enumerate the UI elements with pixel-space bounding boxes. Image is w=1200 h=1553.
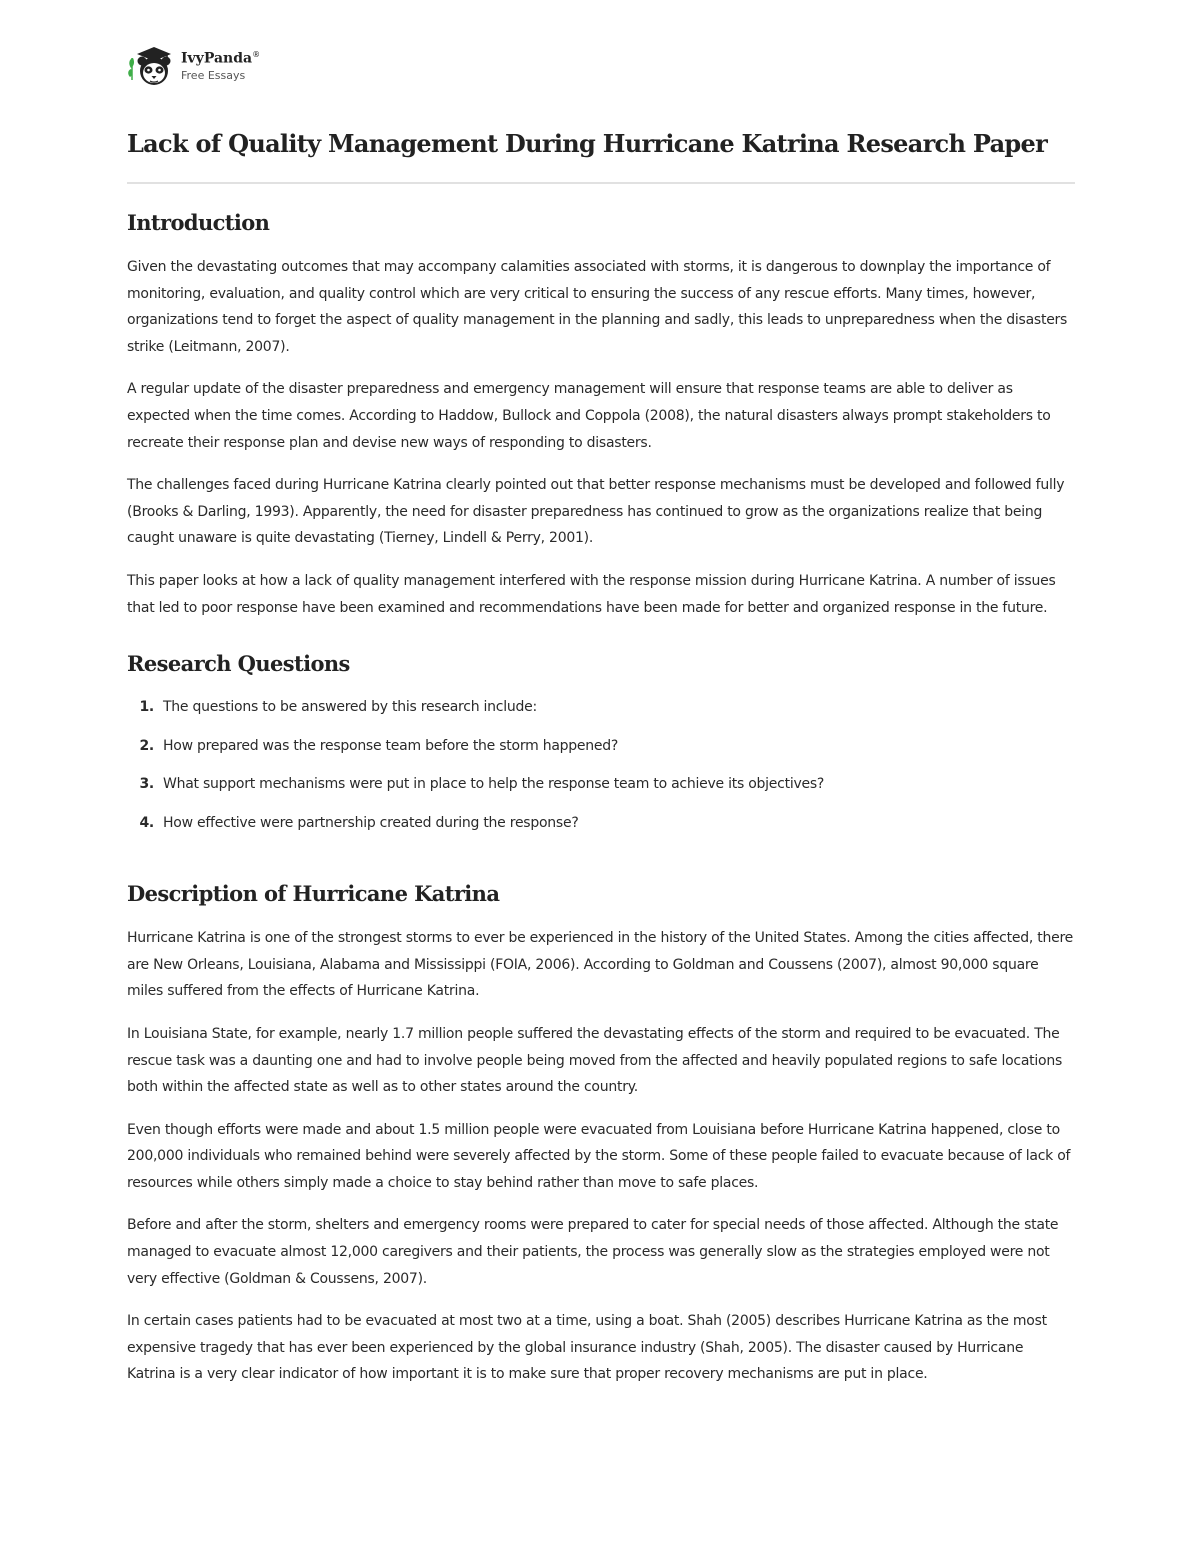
paragraph: In Louisiana State, for example, nearly 1.7 million people suffered the devastating effects of the storm and required to be evacuated. The rescue task was a daunting one and had to involve people being moved from the affected and heavily populated regions to safe locations both within the affected state as well as to other states around the country.	[127, 1025, 1063, 1096]
section-description	[127, 877, 1075, 1388]
paragraph: Given the devastating outcomes that may accompany calamities associated with storms, it is dangerous to downplay the importance of monitoring, evaluation, and quality control which are very critical to ensuring the success of any rescue efforts. Many times, however, organizations tend to forget the aspect of quality management in the planning and sadly, this leads to unpreparedness when the disasters strike (Leitmann, 2007).	[127, 259, 1068, 355]
title-divider	[127, 182, 1075, 184]
list-item-number: 4.	[139, 814, 154, 831]
section-heading-research-questions: Research Questions	[127, 651, 350, 677]
list-item-text: How prepared was the response team before the storm happened?	[163, 737, 619, 754]
list-item	[127, 699, 1075, 738]
page-title: Lack of Quality Management During Hurricane Katrina Research Paper	[127, 129, 1048, 158]
document-body	[127, 206, 1075, 1404]
paragraph: This paper looks at how a lack of quality management interfered with the response mission during Hurricane Katrina. A number of issues that led to poor response have been examined and recommendations have been made for better and organized response in the future.	[127, 572, 1056, 616]
paragraph: Before and after the storm, shelters and emergency rooms were prepared to cater for special needs of those affected. Although the state managed to evacuate almost 12,000 caregivers and their patients, the process was generally slow as the strategies employed were not very effective (Goldman & Coussens, 2007).	[127, 1217, 1059, 1287]
brand-name: IvyPanda®	[181, 50, 261, 67]
research-questions-list	[127, 699, 1075, 853]
list-item	[127, 738, 1075, 777]
paragraph: The challenges faced during Hurricane Katrina clearly pointed out that better response mechanisms must be developed and followed fully (Brooks & Darling, 1993). Apparently, the need for disaster preparedness has continued to grow as the organizations realize that being caught unaware is quite devastating (Tierney, Lindell & Perry, 2001).	[127, 477, 1065, 547]
list-item	[127, 776, 1075, 815]
list-item	[127, 815, 1075, 854]
list-item-number: 1.	[139, 699, 154, 716]
list-item-text: What support mechanisms were put in place to help the response team to achieve its objectives?	[163, 776, 825, 793]
ivypanda-logo-icon	[127, 44, 173, 88]
list-item-number: 2.	[139, 737, 154, 754]
paragraph: In certain cases patients had to be evacuated at most two at a time, using a boat. Shah (2005) describes Hurricane Katrina as the most expensive tragedy that has ever been experienced by the global insurance industry (Shah, 2005). The disaster caused by Hurricane Katrina is a very clear indicator of how important it is to make sure that proper recovery mechanisms are put in place.	[127, 1313, 1047, 1383]
brand-subtitle: Free Essays	[181, 68, 246, 82]
paragraph: Hurricane Katrina is one of the strongest storms to ever be experienced in the history of the United States. Among the cities affected, there are New Orleans, Louisiana, Alabama and Mississippi (FOIA, 2006). According to Goldman and Coussens (2007), almost 90,000 square miles suffered from the effects of Hurricane Katrina.	[127, 930, 1074, 1000]
list-item-text: How effective were partnership created during the response?	[163, 814, 579, 831]
section-introduction	[127, 206, 1075, 621]
brand-registered-mark: ®	[252, 50, 261, 60]
section-research-questions	[127, 647, 1075, 853]
paragraph: Even though efforts were made and about 1.5 million people were evacuated from Louisiana before Hurricane Katrina happened, close to 200,000 individuals who remained behind were severely affected by the storm. Some of these people failed to evacuate because of lack of resources while others simply made a choice to stay behind rather than move to safe places.	[127, 1121, 1071, 1191]
brand-header[interactable]	[127, 44, 260, 88]
list-item-number: 3.	[139, 776, 154, 793]
list-item-text: The questions to be answered by this research include:	[163, 699, 537, 716]
section-heading-description: Description of Hurricane Katrina	[127, 881, 500, 907]
paragraph: A regular update of the disaster preparedness and emergency management will ensure that response teams are able to deliver as expected when the time comes. According to Haddow, Bullock and Coppola (2008), the natural disasters always prompt stakeholders to recreate their response plan and devise new ways of responding to disasters.	[127, 381, 1051, 451]
section-heading-introduction: Introduction	[127, 210, 270, 235]
